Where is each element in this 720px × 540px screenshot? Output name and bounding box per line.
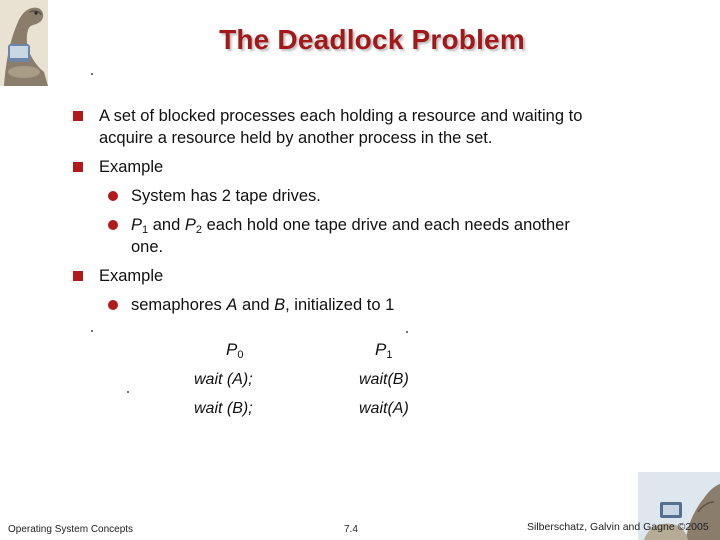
p0-code-line-1: wait (A); xyxy=(194,371,253,388)
round-bullet-icon xyxy=(108,220,118,230)
p0-letter: P xyxy=(226,340,238,359)
speck-mark xyxy=(91,73,93,75)
footer-course-title: Operating System Concepts xyxy=(8,524,134,535)
p1-letter: P xyxy=(375,340,387,359)
semaphore-b: B xyxy=(274,296,286,314)
semaphore-a: A xyxy=(226,296,238,314)
slide-title: The Deadlock Problem xyxy=(219,24,525,55)
footer-page-number: 7.4 xyxy=(344,524,358,535)
process-p1-heading xyxy=(375,340,392,360)
and-text: and xyxy=(148,216,185,234)
process-p1-label: P xyxy=(131,216,143,234)
bullet-2-sub-2-line-2: one. xyxy=(131,238,164,256)
initialized-text: , initialized to 1 xyxy=(285,296,395,314)
p1-code-line-2: wait(A) xyxy=(359,400,409,417)
rest-text: each hold one tape drive and each needs another xyxy=(201,216,570,234)
p1-subscript: 1 xyxy=(386,349,393,361)
process-p2-subscript: 2 xyxy=(195,224,202,236)
speck-mark xyxy=(91,330,93,332)
square-bullet-icon xyxy=(73,111,83,121)
bullet-2-sub-1: System has 2 tape drives. xyxy=(131,187,321,205)
process-p1-subscript: 1 xyxy=(142,224,149,236)
bullet-1-line-2: acquire a resource held by another process in the set. xyxy=(99,129,493,147)
and-text: and xyxy=(237,296,275,314)
square-bullet-icon xyxy=(73,271,83,281)
bullet-1-line-1: A set of blocked processes each holding a resource and waiting to xyxy=(99,107,583,125)
speck-mark xyxy=(127,391,129,393)
p0-subscript: 0 xyxy=(237,349,244,361)
process-p2-label: P xyxy=(184,216,196,234)
bullet-2-sub-2-line-1 xyxy=(131,214,570,236)
speck-mark xyxy=(406,331,408,333)
bullet-3-sub-1 xyxy=(131,294,394,316)
bullet-2-label: Example xyxy=(99,158,164,176)
square-bullet-icon xyxy=(73,162,83,172)
round-bullet-icon xyxy=(108,300,118,310)
p1-code-line-1: wait(B) xyxy=(359,371,409,388)
round-bullet-icon xyxy=(108,191,118,201)
process-p0-heading xyxy=(226,340,243,360)
p0-code-line-2: wait (B); xyxy=(194,400,253,417)
bullet-3-label: Example xyxy=(99,267,164,285)
footer-copyright: Silberschatz, Galvin and Gagne ©2005 xyxy=(527,521,709,533)
semaphores-text: semaphores xyxy=(131,296,227,314)
